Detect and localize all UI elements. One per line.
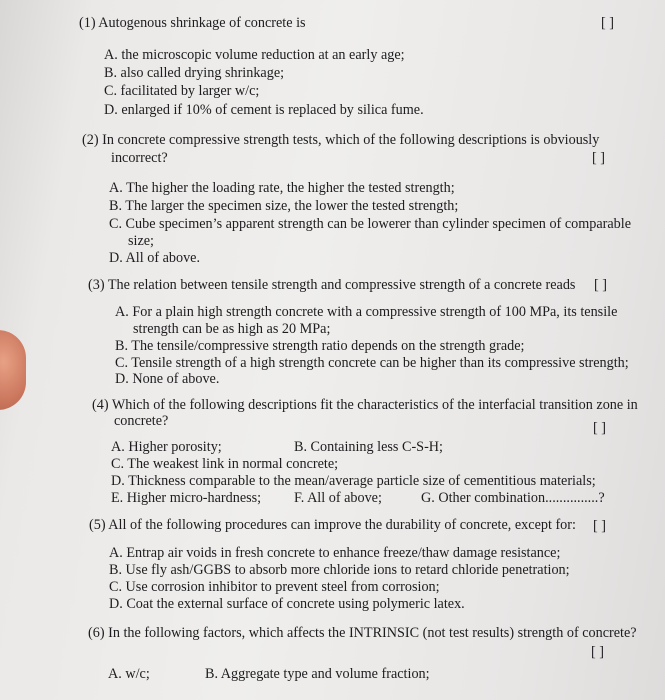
question-3-option-b: B. The tensile/compressive strength ratio depends on the strength grade; [115, 338, 525, 354]
finger-thumb [0, 330, 26, 410]
question-1-option-d: D. enlarged if 10% of cement is replaced by silica fume. [104, 102, 424, 118]
question-2-stem-line-1: (2) In concrete compressive strength tests, which of the following descriptions is obviously [82, 132, 600, 148]
question-4-answer-bracket[interactable]: [ ] [593, 420, 606, 436]
question-3-option-c: C. Tensile strength of a high strength concrete can be higher than its compressive strength; [115, 355, 629, 371]
question-2-option-c-cont: size; [128, 233, 154, 249]
question-4-option-c: C. The weakest link in normal concrete; [111, 456, 339, 472]
question-3-option-a: A. For a plain high strength concrete with a compressive strength of 100 MPa, its tensile [115, 304, 618, 320]
question-1-stem: (1) Autogenous shrinkage of concrete is [79, 15, 306, 31]
question-2-option-b: B. The larger the specimen size, the lower the tested strength; [109, 198, 459, 214]
question-4-option-e: E. Higher micro-hardness; [111, 490, 262, 506]
question-2-option-c: C. Cube specimen’s apparent strength can be lowerer than cylinder specimen of comparable [109, 216, 631, 232]
question-5-option-d: D. Coat the external surface of concrete using polymeric latex. [109, 596, 465, 612]
question-4-option-f: F. All of above; [294, 490, 382, 506]
question-6-stem: (6) In the following factors, which affects the INTRINSIC (not test results) strength of concrete? [88, 625, 637, 641]
question-2-option-a: A. The higher the loading rate, the higher the tested strength; [109, 180, 455, 196]
question-3-answer-bracket[interactable]: [ ] [594, 277, 607, 293]
question-4-option-a: A. Higher porosity; [111, 439, 222, 455]
question-4-stem-line-2: concrete? [114, 413, 169, 429]
question-4-option-g: G. Other combination...............? [421, 490, 605, 506]
question-4-option-b: B. Containing less C-S-H; [294, 439, 443, 455]
question-5-stem: (5) All of the following procedures can improve the durability of concrete, except for: [89, 517, 576, 533]
question-4-option-d: D. Thickness comparable to the mean/average particle size of cementitious materials; [111, 473, 596, 489]
question-1-option-b: B. also called drying shrinkage; [104, 65, 285, 81]
question-2-option-d: D. All of above. [109, 250, 201, 266]
question-6-option-b: B. Aggregate type and volume fraction; [205, 666, 430, 682]
question-5-option-a: A. Entrap air voids in fresh concrete to enhance freeze/thaw damage resistance; [109, 545, 561, 561]
question-6-option-a: A. w/c; [108, 666, 150, 682]
question-5-answer-bracket[interactable]: [ ] [593, 518, 606, 534]
question-1-option-a: A. the microscopic volume reduction at an early age; [104, 47, 405, 63]
question-4-stem-line-1: (4) Which of the following descriptions fit the characteristics of the interfacial transition zone in [92, 397, 638, 413]
question-2-answer-bracket[interactable]: [ ] [592, 150, 605, 166]
question-1-answer-bracket[interactable]: [ ] [601, 15, 614, 31]
question-3-option-a-cont: strength can be as high as 20 MPa; [133, 321, 331, 337]
question-1-option-c: C. facilitated by larger w/c; [104, 83, 260, 99]
question-3-stem: (3) The relation between tensile strength and compressive strength of a concrete reads [88, 277, 576, 293]
question-6-answer-bracket[interactable]: [ ] [591, 644, 604, 660]
question-5-option-b: B. Use fly ash/GGBS to absorb more chloride ions to retard chloride penetration; [109, 562, 570, 578]
question-5-option-c: C. Use corrosion inhibitor to prevent steel from corrosion; [109, 579, 440, 595]
question-3-option-d: D. None of above. [115, 371, 220, 387]
question-2-stem-line-2: incorrect? [111, 150, 168, 166]
